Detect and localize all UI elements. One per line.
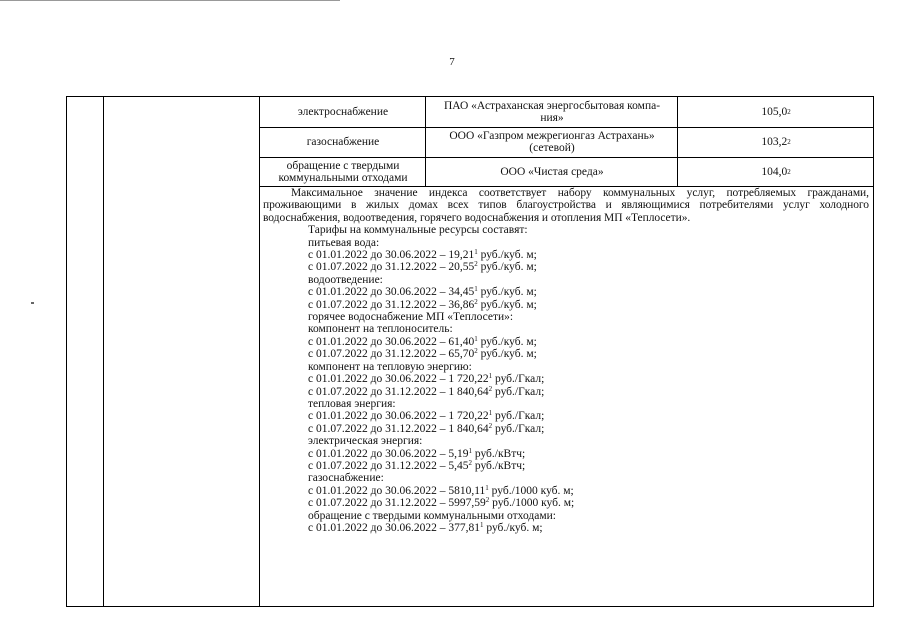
tariff-text: водоотведение: [308, 273, 383, 286]
tariff-footnote: 1 [488, 372, 493, 381]
tariff-heading [263, 311, 869, 323]
tariff-line [263, 373, 869, 385]
tariff-unit: руб./куб. м; [477, 261, 537, 274]
tariff-footnote: 1 [488, 409, 493, 418]
tariff-text: с 01.01.2022 до 30.06.2022 – 5810,11 [308, 484, 486, 497]
tariff-text: с 01.01.2022 до 30.06.2022 – 61,40 [308, 335, 475, 348]
tariff-text: питьевая вода: [308, 236, 380, 249]
tariff-heading [263, 510, 869, 522]
tariff-line [263, 497, 869, 509]
tariff-footnote: 2 [468, 458, 472, 467]
tariff-text: обращение с твердыми коммунальными отходами: [308, 509, 556, 522]
tariff-line [263, 410, 869, 422]
tariff-footnote: 2 [474, 297, 478, 306]
tariff-footnote: 2 [485, 496, 490, 505]
tariff-heading [263, 274, 869, 286]
tariff-text: с 01.07.2022 до 31.12.2022 – 1 840,64 [308, 422, 489, 435]
tariff-line [263, 249, 869, 261]
tariff-line [263, 448, 869, 460]
row-3-service: обращение с твердыми коммунальными отходами [278, 159, 408, 184]
tariff-line [263, 423, 869, 435]
tariff-heading [263, 398, 869, 410]
tariff-footnote: 1 [485, 483, 489, 492]
tariff-heading [263, 323, 869, 335]
tariff-footnote: 2 [488, 421, 493, 430]
tariff-note [263, 187, 869, 534]
tariff-heading [263, 361, 869, 373]
tariff-unit: руб./Гкал; [492, 385, 545, 398]
tariff-text: компонент на тепловую энергию: [308, 360, 472, 373]
tariff-text: с 01.07.2022 до 31.12.2022 – 65,70 [308, 348, 475, 361]
tariff-unit: руб./куб. м; [477, 348, 537, 361]
row-2-service: газоснабжение [306, 136, 380, 148]
tariff-text: с 01.01.2022 до 30.06.2022 – 19,21 [308, 249, 475, 262]
tariff-line [263, 286, 869, 298]
row-2-organization: ООО «Газпром межрегионгаз Астрахань» (сетевой) [449, 130, 655, 154]
tariff-heading [263, 435, 869, 447]
row-1-value: 105,0 2 [761, 106, 791, 118]
tariff-text: электрическая энергия: [308, 435, 423, 448]
tariff-line [263, 386, 869, 398]
tariff-line [263, 460, 869, 472]
tariff-unit: руб./куб. м; [477, 286, 537, 299]
tariff-line [263, 261, 869, 273]
tariff-text: с 01.01.2022 до 30.06.2022 – 1 720,22 [308, 373, 489, 386]
tariff-unit: руб./куб. м; [483, 521, 543, 534]
tariff-text: с 01.01.2022 до 30.06.2022 – 1 720,22 [308, 410, 489, 423]
tariff-text: с 01.07.2022 до 31.12.2022 – 5997,59 [308, 497, 486, 510]
tariff-text: горячее водоснабжение МП «Теплосети»: [308, 311, 514, 324]
tariff-footnote: 1 [474, 334, 478, 343]
tariff-footnote: 1 [474, 285, 478, 294]
row-1-service: электроснабжение [297, 106, 389, 118]
tariff-line [263, 522, 869, 534]
tariff-text: с 01.07.2022 до 31.12.2022 – 5,45 [308, 459, 469, 472]
tariff-text: Тарифы на коммунальные ресурсы составят: [308, 224, 528, 237]
tariff-unit: руб./кВтч; [471, 447, 526, 460]
page-number: 7 [449, 56, 455, 68]
tariff-text: тепловая энергия: [308, 397, 396, 410]
tariff-footnote: 1 [474, 248, 478, 257]
tariff-text: с 01.07.2022 до 31.12.2022 – 20,55 [308, 261, 475, 274]
tariff-unit: руб./1000 куб. м; [488, 484, 574, 497]
tariff-unit: руб./куб. м; [477, 249, 537, 262]
tariff-text: с 01.01.2022 до 30.06.2022 – 5,19 [308, 447, 469, 460]
tariff-footnote: 2 [474, 347, 478, 356]
row-3-value: 104,0 2 [761, 165, 791, 178]
tariff-table [66, 96, 874, 607]
row-2-value-number: 103,2 [761, 136, 788, 148]
tariff-line [263, 336, 869, 348]
tariff-line [263, 348, 869, 360]
tariff-text: компонент на теплоноситель: [308, 323, 453, 336]
tariff-text: с 01.01.2022 до 30.06.2022 – 34,45 [308, 286, 475, 299]
column-rule [103, 97, 104, 606]
tariff-text: газоснабжение: [308, 472, 384, 485]
tariff-footnote: 2 [488, 384, 493, 393]
scan-edge-line [0, 0, 340, 1]
tariff-unit: руб./Гкал; [492, 373, 545, 386]
row-1-organization: ПАО «Астраханская энергосбытовая компа-ния» [443, 100, 661, 124]
tariff-footnote: 2 [474, 260, 478, 269]
tariff-heading [263, 237, 869, 249]
tariff-unit: руб./куб. м; [477, 335, 537, 348]
tariff-heading [263, 472, 869, 484]
tariff-text: с 01.07.2022 до 31.12.2022 – 36,86 [308, 298, 475, 311]
tariff-line [263, 299, 869, 311]
tariff-heading [263, 224, 869, 236]
index-explanation: Максимальное значение индекса соответствует набору коммунальных услуг, потребляемых гражданами, проживающими в жилых домах всех типов благоустройства и являющимися потребителями услуг холодного водоснабжения, водоотведения, горячего водоснабжения и отопления МП «Теплосети». [263, 187, 869, 224]
tariff-unit: руб./Гкал; [492, 410, 545, 423]
tariff-text: с 01.07.2022 до 31.12.2022 – 1 840,64 [308, 385, 489, 398]
tariff-unit: руб./1000 куб. м; [489, 497, 575, 510]
tariff-footnote: 1 [468, 446, 472, 455]
tariff-unit: руб./куб. м; [477, 298, 537, 311]
row-2-value: 103,2 2 [761, 136, 791, 148]
tariff-unit: руб./кВтч; [471, 459, 526, 472]
scan-speck [31, 302, 34, 304]
tariff-unit: руб./Гкал; [492, 422, 545, 435]
tariff-text: с 01.01.2022 до 30.06.2022 – 377,81 [308, 521, 480, 534]
row-3-organization: ООО «Чистая среда» [500, 165, 604, 178]
tariff-footnote: 1 [479, 520, 484, 529]
row-1-value-number: 105,0 [761, 106, 788, 118]
tariff-lines [263, 224, 869, 534]
row-3-value-number: 104,0 [761, 165, 788, 178]
tariff-line [263, 485, 869, 497]
